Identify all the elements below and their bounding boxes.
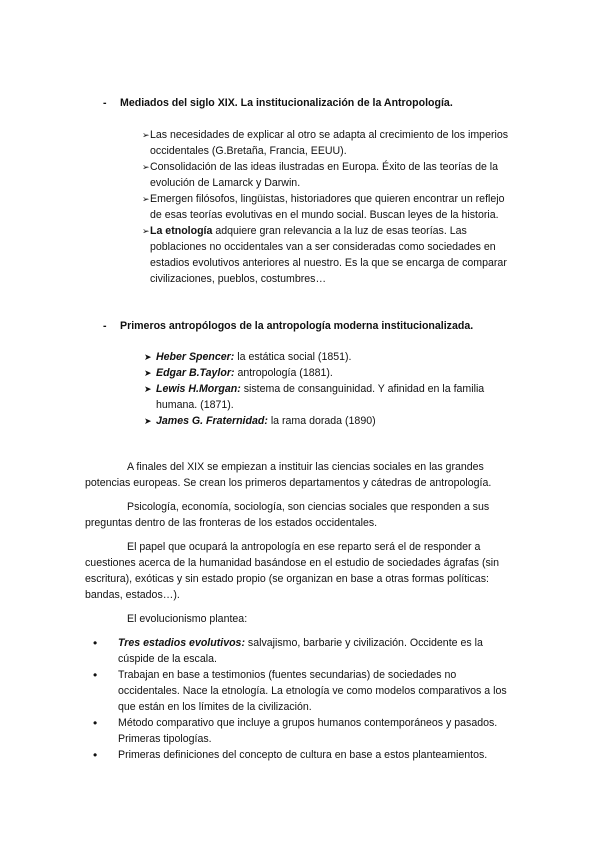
person-work: antropología (1881). — [234, 367, 333, 379]
list-item — [142, 127, 512, 159]
heading-text: Mediados del siglo XIX. La institucionalización de la Antropología. — [120, 97, 453, 109]
evolucionismo-bullet-list — [93, 635, 513, 763]
keyword-etnologia: La etnología — [150, 225, 213, 237]
person-work: la estática social (1851). — [234, 351, 352, 363]
arrow-bullet-icon: ➤ — [144, 416, 152, 426]
arrow-bullet-icon: ➢ — [142, 130, 150, 140]
list-item — [144, 365, 514, 381]
arrow-bullet-icon: ➢ — [142, 226, 150, 236]
heading-text: Primeros antropólogos de la antropología moderna institucionalizada. — [120, 320, 474, 332]
list-item-text — [118, 635, 513, 667]
paragraph-papel-antropologia: El papel que ocupará la antropología en ese reparto será el de responder a cuestiones acerca de la humanidad basándose en el estudio de sociedades ágrafas (sin escritura), exóticas y sin estado propio (se organizan en base a otras formas políticas: bandas, estados…). — [85, 541, 500, 601]
list-item — [142, 223, 512, 287]
list-item-text: Consolidación de las ideas ilustradas en Europa. Éxito de las teorías de la evolución de Lamarck y Darwin. — [150, 161, 499, 189]
list-item — [93, 635, 513, 667]
paragraph-finales-xix: A finales del XIX se empiezan a instituir las ciencias sociales en las grandes potencias europeas. Se crean los primeros departamentos y cátedras de antropología. — [85, 461, 492, 489]
arrow-bullet-icon: ➤ — [144, 384, 152, 394]
list-item-text: Emergen filósofos, lingüistas, historiadores que quieren encontrar un reflejo de esas teorías evolutivas en el mundo social. Buscan leyes de la historia. — [150, 193, 505, 221]
person-work: sistema de consanguinidad. Y afinidad en la familia humana. (1871). — [156, 383, 485, 411]
section-heading-institucionalizacion — [103, 95, 543, 111]
list-item — [144, 381, 514, 413]
section-heading-primeros-antropologos — [103, 318, 543, 334]
list-item-text — [156, 349, 352, 365]
bullet-icon: • — [93, 748, 98, 762]
bullet-icon: • — [93, 716, 98, 730]
person-work: la rama dorada (1890) — [267, 415, 376, 427]
arrow-bullet-icon: ➤ — [144, 352, 152, 362]
list-item — [93, 667, 513, 715]
list-item-text — [150, 223, 512, 287]
paragraph-ciencias-sociales: Psicología, economía, sociología, son ciencias sociales que responden a sus preguntas dentro de las fronteras de los estados occidentales. — [85, 501, 490, 529]
list-item-text — [156, 381, 514, 413]
list-item — [142, 191, 512, 223]
dash-marker: - — [103, 97, 107, 109]
list-item — [93, 715, 513, 747]
list-item-text — [156, 365, 333, 381]
person-name: James G. Fraternidad: — [156, 415, 268, 427]
bullet-icon: • — [93, 668, 98, 682]
dash-marker: - — [103, 320, 107, 332]
arrow-list-context — [142, 127, 512, 287]
list-item — [93, 747, 513, 763]
paragraph-evolucionismo: El evolucionismo plantea: — [127, 613, 248, 625]
list-item — [144, 349, 514, 365]
person-name: Edgar B.Taylor: — [156, 367, 235, 379]
bullet-emphasis: Tres estadios evolutivos: — [118, 637, 245, 649]
anthropologists-list — [144, 349, 514, 429]
arrow-bullet-icon: ➢ — [142, 162, 150, 172]
list-item-text — [156, 413, 376, 429]
list-item-text: Las necesidades de explicar al otro se adapta al crecimiento de los imperios occidentales (G.Bretaña, Francia, EEUU). — [150, 129, 509, 157]
bullet-rest: salvajismo, barbarie y civilización. Occidente es la cúspide de la escala. — [118, 637, 483, 665]
list-item-text: Método comparativo que incluye a grupos humanos contemporáneos y pasados. Primeras tipologías. — [118, 717, 498, 745]
arrow-bullet-icon: ➢ — [142, 194, 150, 204]
bullet-icon: • — [93, 636, 98, 650]
list-item-text: Primeras definiciones del concepto de cultura en base a estos planteamientos. — [118, 749, 488, 761]
person-name: Lewis H.Morgan: — [156, 383, 241, 395]
person-name: Heber Spencer: — [156, 351, 235, 363]
list-item-rest: adquiere gran relevancia a la luz de esas teorías. Las poblaciones no occidentales van a ser consideradas como sociedades en estadios evolutivos anteriores al nuestro. Es la que se encarga de comparar civilizaciones, pueblos, costumbres… — [150, 225, 507, 285]
list-item-text: Trabajan en base a testimonios (fuentes secundarias) de sociedades no occidentales. Nace la etnología. La etnología ve como modelos comparativos a los que están en los límites de la civilización. — [118, 669, 507, 713]
list-item — [144, 413, 514, 429]
arrow-bullet-icon: ➤ — [144, 368, 152, 378]
list-item — [142, 159, 512, 191]
